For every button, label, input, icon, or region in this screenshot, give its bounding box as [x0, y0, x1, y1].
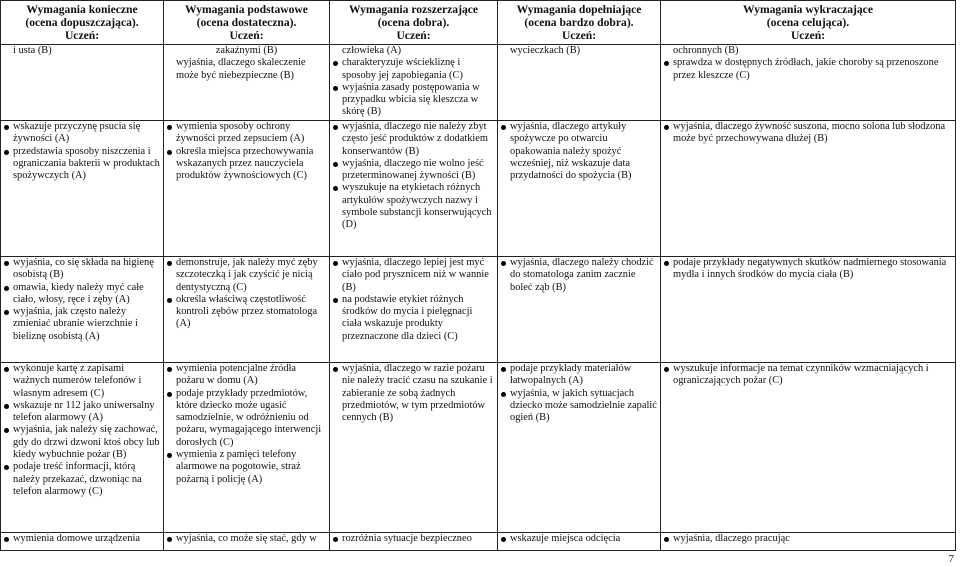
- bullet-item: rozróżnia sytuacje bezpieczneo: [333, 533, 494, 545]
- bullet-item: wyjaśnia, dlaczego należy chodzić do stomatologa zanim zacznie boleć ząb (B): [501, 257, 657, 294]
- header-student: Uczeń:: [64, 29, 100, 42]
- page-number: 7: [948, 553, 954, 565]
- table-cell: [498, 533, 661, 551]
- bullet-item: wskazuje przyczynę psucia się żywności (A): [4, 121, 160, 146]
- table-cell: [498, 121, 661, 257]
- table-row: [1, 363, 956, 533]
- bullet-item: wyjaśnia zasady postępowania w przypadku wbicia się kleszcza w skórę (B): [333, 82, 494, 119]
- bullet-item: wymienia z pamięci telefony alarmowe na pogotowie, straż pożarną i policję (A): [167, 449, 326, 486]
- bullet-item: wykonuje kartę z zapisami ważnych numerów telefonów i własnym adresem (C): [4, 363, 160, 400]
- header-cell-3: [330, 1, 498, 45]
- table-cell: [1, 363, 164, 533]
- table-cell: [661, 257, 956, 363]
- bullet-item: wyjaśnia, dlaczego pracując: [664, 533, 952, 545]
- table-cell: [498, 257, 661, 363]
- list-item: i usta (B): [13, 45, 52, 56]
- bullet-item: wyjaśnia, dlaczego nie należy zbyt często jeść produktów z dodatkiem konserwantów (B): [333, 121, 494, 158]
- table-cell: [498, 45, 661, 121]
- bullet-item: wyjaśnia, jak należy się zachować, gdy do drzwi dzwoni ktoś obcy lub kiedy wybuchnie pożar (B): [4, 424, 160, 461]
- table-row: [1, 121, 956, 257]
- header-title: Wymagania rozszerzające: [348, 3, 479, 16]
- bullet-item: wyjaśnia, dlaczego lepiej jest myć ciało pod prysznicem niż w wannie (B): [333, 257, 494, 294]
- bullet-item: podaje przykłady negatywnych skutków nadmiernego stosowania mydła i innych środków do mycia ciała (B): [664, 257, 952, 282]
- bullet-item: wyjaśnia, w jakich sytuacjach dziecko może samodzielnie zapalić ogień (B): [501, 388, 657, 425]
- header-student: Uczeń:: [396, 29, 431, 42]
- header-student: Uczeń:: [561, 29, 597, 42]
- header-title: Wymagania podstawowe: [185, 3, 308, 16]
- bullet-item: określa miejsca przechowywania wskazanych przez nauczyciela produktów żywnościowych (C): [167, 146, 326, 183]
- table-cell: [1, 533, 164, 551]
- header-cell-2: [164, 1, 330, 45]
- bullet-item: określa właściwą częstotliwość kontroli zębów przez stomatologa (A): [167, 294, 326, 331]
- header-student: Uczeń:: [229, 29, 264, 42]
- bullet-item: wskazuje nr 112 jako uniwersalny telefon alarmowy (A): [4, 400, 160, 425]
- bullet-item: wyjaśnia, dlaczego artykuły spożywcze po otwarciu opakowania należy spożyć wcześniej, niż wskazuje data przydatności do spożycia (B): [501, 121, 657, 182]
- header-grade: (ocena bardzo dobra).: [524, 16, 634, 29]
- header-grade: (ocena dostateczna).: [196, 16, 297, 29]
- table-cell: [1, 257, 164, 363]
- bullet-item: wyjaśnia, dlaczego żywność suszona, mocno solona lub słodzona może być przechowywana dłużej (B): [664, 121, 952, 146]
- requirements-body: [1, 45, 956, 551]
- bullet-item: przedstawia sposoby niszczenia i ograniczania bakterii w produktach spożywczych (A): [4, 146, 160, 183]
- bullet-item: podaje treść informacji, którą należy przekazać, dzwoniąc na telefon alarmowy (C): [4, 461, 160, 498]
- bullet-item: sprawdza w dostępnych źródłach, jakie choroby są przenoszone przez kleszcze (C): [664, 57, 952, 82]
- table-row: [1, 533, 956, 551]
- header-grade: (ocena celująca).: [766, 16, 850, 29]
- header-grade: (ocena dopuszczająca).: [25, 16, 139, 29]
- table-row: [1, 257, 956, 363]
- table-cell: [330, 121, 498, 257]
- table-cell: [661, 533, 956, 551]
- bullet-item: wyjaśnia, jak często należy zmieniać ubranie wierzchnie i bieliznę osobistą (A): [4, 306, 160, 343]
- header-student: Uczeń:: [790, 29, 826, 42]
- table-cell: [164, 257, 330, 363]
- header-cell-1: [1, 1, 164, 45]
- table-cell: [1, 45, 164, 121]
- table-cell: [330, 257, 498, 363]
- table-cell: [661, 121, 956, 257]
- bullet-item: wskazuje miejsca odcięcia: [501, 533, 657, 545]
- table-cell: [164, 363, 330, 533]
- header-title: Wymagania dopełniające: [516, 3, 642, 16]
- bullet-item: wymienia domowe urządzenia: [4, 533, 160, 545]
- table-cell: [330, 45, 498, 121]
- table-cell: [164, 533, 330, 551]
- bullet-item: wyjaśnia, dlaczego nie wolno jeść przeterminowanej żywności (B): [333, 158, 494, 183]
- list-item: wycieczkach (B): [510, 45, 581, 56]
- table-cell: [661, 45, 956, 121]
- list-item: człowieka (A): [342, 45, 402, 56]
- bullet-item: wymienia potencjalne źródła pożaru w domu (A): [167, 363, 326, 388]
- bullet-item: wyjaśnia, co się składa na higienę osobistą (B): [4, 257, 160, 282]
- header-cell-5: [661, 1, 956, 45]
- table-cell: [1, 121, 164, 257]
- header-grade: (ocena dobra).: [377, 16, 450, 29]
- header-title: Wymagania konieczne: [26, 3, 138, 16]
- bullet-item: omawia, kiedy należy myć całe ciało, włosy, ręce i zęby (A): [4, 282, 160, 307]
- bullet-item: wyjaśnia, dlaczego w razie pożaru nie należy tracić czasu na szukanie i zabieranie ze sobą żadnych przedmiotów, w tym przedmiotów cennych (B): [333, 363, 494, 424]
- table-row: [1, 45, 956, 121]
- bullet-item: demonstruje, jak należy myć zęby szczoteczką i jak czyścić je nicią dentystyczną (C): [167, 257, 326, 294]
- header-title: Wymagania wykraczające: [743, 3, 873, 16]
- list-item: zakaźnymi (B): [215, 45, 278, 56]
- table-cell: [661, 363, 956, 533]
- table-cell: [498, 363, 661, 533]
- bullet-item: na podstawie etykiet różnych środków do mycia i pielęgnacji ciała wskazuje produkty przeznaczone dla dzieci (C): [333, 294, 494, 343]
- table-cell: [164, 121, 330, 257]
- bullet-item: wymienia sposoby ochrony żywności przed zepsuciem (A): [167, 121, 326, 146]
- bullet-item: charakteryzuje wściekliznę i sposoby jej zapobiegania (C): [333, 57, 494, 82]
- list-item: ochronnych (B): [673, 45, 739, 56]
- bullet-item: podaje przykłady przedmiotów, które dziecko może ugasić samodzielnie, w odróżnieniu od pożaru, wymagającego interwencji dorosłych (C): [167, 388, 326, 449]
- header-cell-4: [498, 1, 661, 45]
- bullet-item: podaje przykłady materiałów łatwopalnych (A): [501, 363, 657, 388]
- list-item: wyjaśnia, dlaczego skaleczenie może być niebezpieczne (B): [176, 57, 306, 81]
- header-row: [1, 1, 956, 45]
- bullet-item: wyszukuje informacje na temat czynników wzmacniających i ograniczających pożar (C): [664, 363, 952, 388]
- table-cell: [164, 45, 330, 121]
- bullet-item: wyszukuje na etykietach różnych artykułów spożywczych nazwy i symbole substancji konserwujących (D): [333, 182, 494, 231]
- bullet-item: wyjaśnia, co może się stać, gdy w: [167, 533, 326, 545]
- table-cell: [330, 533, 498, 551]
- table-cell: [330, 363, 498, 533]
